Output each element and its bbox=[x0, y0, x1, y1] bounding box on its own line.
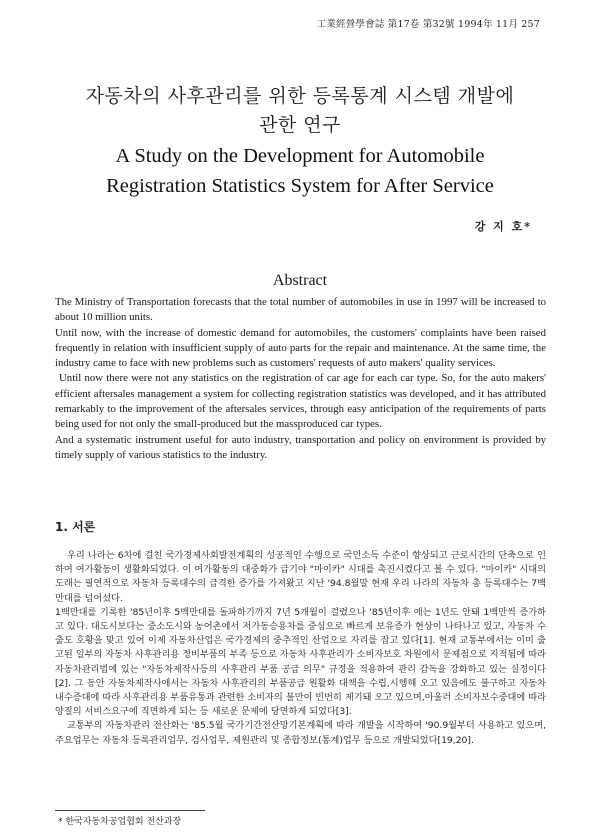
english-title bbox=[30, 141, 570, 201]
footnote-divider bbox=[55, 810, 205, 811]
section-heading-introduction: 1. 서론 bbox=[55, 520, 96, 534]
korean-title-line-1: 자동차의 사후관리를 위한 등록통계 시스템 개발에 bbox=[85, 85, 515, 107]
abstract-body bbox=[55, 295, 546, 463]
running-header: 工業經營學會誌 第17卷 第32號 1994年 11月 257 bbox=[316, 19, 540, 30]
abstract-paragraph: The Ministry of Transportation forecasts that the total number of automobiles in use in 1997 will be increased to about 10 million units. bbox=[55, 296, 546, 324]
body-paragraph: 우리 나라는 6차에 걸친 국가경제사회발전계획의 성공적인 수행으로 국민소득 수준이 향상되고 근로시간의 단축으로 인하여 여가활동이 생활화되었다. 이 여가활동의 대중화가 급기야 "마이카" 시대를 촉진시켰다고 볼 수 있다. "마이카" 시대의 도래는 필연적으로 자동차 등록대수의 급격한 증가를 가져왔고 지난 '94.8월말 현재 우리 나라의 자동차 총 등록대수는 7백만대를 넘어섰다. bbox=[55, 550, 546, 604]
abstract-heading: Abstract bbox=[272, 272, 328, 289]
english-title-line-2: Registration Statistics System for After Service bbox=[106, 175, 494, 197]
author-name: 강 지 호* bbox=[474, 220, 532, 233]
body-paragraph: 교통부의 자동차관리 전산화는 '85.5월 국가기간전산망기본계획에 따라 개발을 시작하여 '90.9월부터 사용하고 있으며, 주요업무는 자동차 등록관리업무, 검사업무, 제원관리 및 종합정보(통계)업무 등으로 개발되었다[19,20]. bbox=[55, 720, 546, 746]
body-paragraph: 1백만대를 기록한 '85년이후 5백만대를 돌파하기까지 7년 5개월이 걸렸으나 '85년이후 에는 1년도 안돼 1백만씩 증가하고 있다. 대도시보다는 중소도시와 농어촌에서 저가동승용차를 중심으로 빠르게 보유증가 현상이 나타나고 있고, 자동차 수출도 호황을 맞고 있어 이제 자동차산업은 국가경제의 중추적인 산업으로 자리를 잡고 있다[1]. 현재 교통부에서는 이미 출고된 일부의 자동차 사후관리용 정비부품의 부족 등으로 자동차 사후관리가 소비자보호 차원에서 문제점으로 지적됨에 따라 자동차관리법에 있는 "자동차제작사등의 사후관리 부품 공급 의무" 규정을 적용하여 관리 감독을 강화하고 있는 실정이다[2]. 그 동안 자동차제작사에서는 자동차 사후관리의 부품공급 원활화 대책을 수립,시행해 오고 있음에도 불구하고 자동차 내수증대에 따라 사후관리용 부품유통과 관련한 소비자의 불만이 빈번히 제기돼 오고 있으며,아울러 소비자보수중대에 따라 양질의 서비스요구에 직면하게 되는 등 새로운 문제에 당면하게 되었다[3]. bbox=[55, 606, 546, 718]
abstract-paragraph: Until now, with the increase of domestic demand for automobiles, the customers' complaints have been raised frequently in relation with insufficient supply of auto parts for the repair and maintenance. At the same time, the industry came to face with new problems such as customers' requests of auto makers' quality services. bbox=[55, 326, 546, 370]
korean-title bbox=[30, 82, 570, 140]
abstract-paragraph: And a systematic instrument useful for auto industry, transportation and policy on environment is provided by timely supply of various statistics to the industry. bbox=[55, 433, 546, 461]
introduction-body bbox=[55, 549, 546, 748]
footnote: * 한국자동차공업협회 전산과장 bbox=[58, 817, 182, 827]
abstract-paragraph: Until now there were not any statistics on the registration of car age for each car type. So, for the auto makers' efficient aftersales management a system for collecting registration statistics was developed, and it has attributed remarkably to the improvement of the aftersales services, through easy anticipation of the requirements of parts being used for not only the small-produced but the massproduced car types. bbox=[55, 372, 546, 431]
english-title-line-1: A Study on the Development for Automobile bbox=[115, 145, 485, 167]
korean-title-line-2: 관한 연구 bbox=[259, 114, 341, 136]
